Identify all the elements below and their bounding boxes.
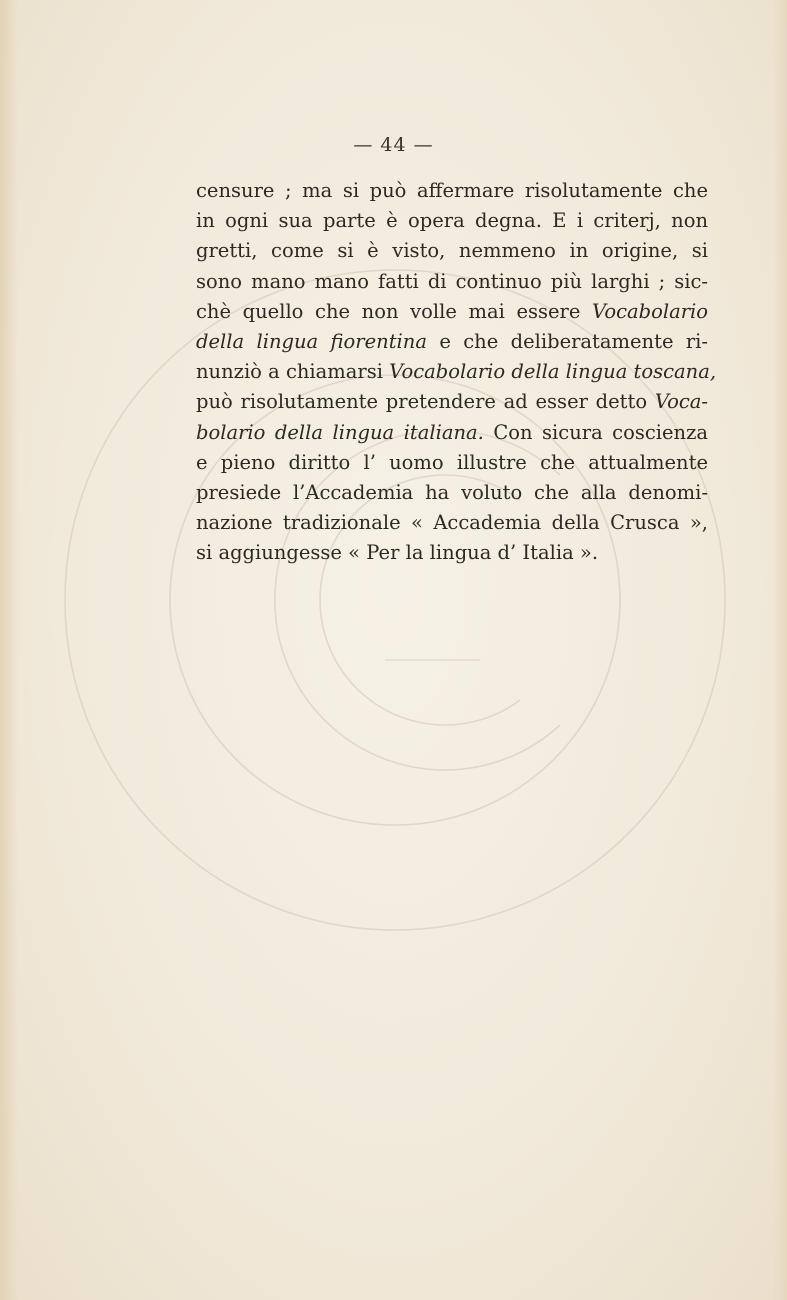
text-segment: nazione tradizionale « Accademia della Crusca », (196, 511, 708, 535)
text-line (196, 206, 708, 236)
text-segment: e che deliberatamente ri- (426, 329, 708, 353)
text-segment: chè quello che non volle mai essere (196, 299, 593, 323)
text-line (196, 508, 708, 538)
text-segment: sono mano mano fatti di continuo più larghi ; sic- (196, 269, 708, 293)
text-segment: può risolutamente pretendere ad esser detto (196, 390, 655, 414)
italic-text-segment: della lingua fiorentina (196, 329, 427, 353)
text-line (196, 297, 708, 327)
italic-text-segment: Voca- (654, 390, 708, 414)
text-line (196, 176, 708, 206)
text-line (196, 267, 708, 297)
page-number: — 44 — (353, 134, 434, 156)
text-segment: e pieno diritto l’ uomo illustre che attualmente (196, 450, 708, 474)
text-segment: Con sicura coscienza (483, 420, 709, 444)
text-line (196, 357, 717, 387)
text-line (196, 478, 708, 508)
text-line (196, 327, 708, 357)
text-line (196, 538, 708, 568)
text-segment: in ogni sua parte è opera degna. E i criterj, non (196, 209, 708, 233)
italic-text-segment: bolario della lingua italiana. (196, 420, 484, 444)
text-segment: si aggiungesse « Per la lingua d’ Italia ». (196, 541, 599, 565)
body-text (196, 176, 717, 568)
text-line (196, 387, 708, 417)
text-line (196, 236, 708, 266)
page-edge-shadow-right (773, 0, 787, 1300)
italic-text-segment: Vocabolario della lingua toscana, (389, 360, 717, 384)
text-line (196, 418, 708, 448)
page-edge-shadow-left (0, 0, 18, 1300)
text-segment: presiede l’Accademia ha voluto che alla denomi- (196, 480, 708, 504)
text-line (196, 448, 708, 478)
text-segment: censure ; ma si può affermare risolutamente che (196, 179, 708, 202)
italic-text-segment: Vocabolario (592, 299, 708, 323)
text-segment: nunziò a chiamarsi (196, 360, 390, 384)
text-segment: gretti, come si è visto, nemmeno in origine, si (196, 239, 708, 263)
